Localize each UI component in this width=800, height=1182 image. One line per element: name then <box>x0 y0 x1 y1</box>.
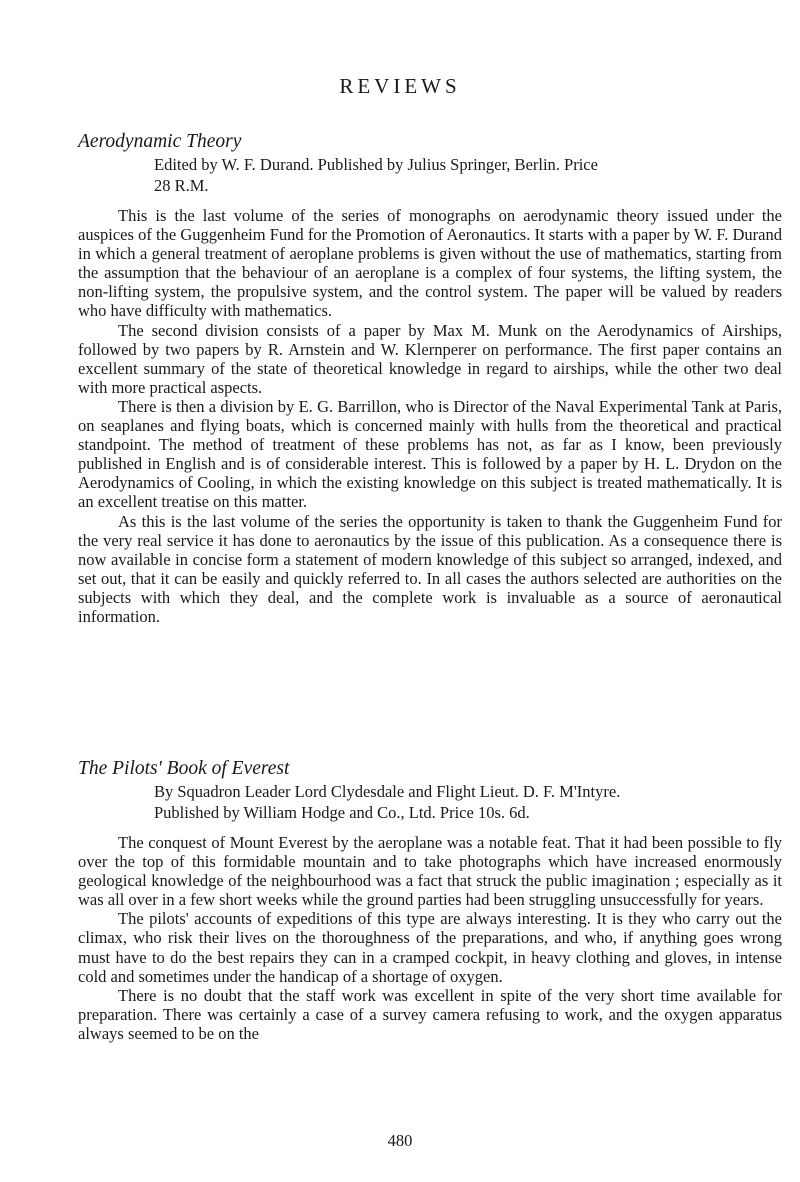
paragraph: As this is the last volume of the series the opportunity is taken to thank the Guggenheim Fund for the very real service it has done to aeronautics by the issue of this publication. As a consequence there is now available in concise form a statement of modern knowledge of this subject so arranged, indexed, and set out, that it can be easily and quickly referred to. In all cases the authors selected are authorities on the subjects with which they deal, and the complete work is invaluable as a source of aeronautical information. <box>78 511 782 626</box>
review-pilots-book-of-everest <box>78 757 782 1043</box>
paragraph: The second division consists of a paper by Max M. Munk on the Aerodynamics of Airships, followed by two papers by R. Arnstein and W. Klernperer on performance. The first paper contains an excellent summary of the state of theoretical knowledge in regard to airships, while the other two deal with more practical aspects. <box>78 320 782 397</box>
review-byline <box>154 781 782 823</box>
paragraph: This is the last volume of the series of monographs on aerodynamic theory issued under the auspices of the Guggenheim Fund for the Promotion of Aeronautics. It starts with a paper by W. F. Durand in which a general treatment of aeroplane problems is given without the use of mathematics, starting from the assumption that the behaviour of an aeroplane is a complex of four systems, the lifting system, the non-lifting system, the propulsive system, and the control system. The paper will be valued by readers who have difficulty with mathematics. <box>78 206 782 321</box>
review-aerodynamic-theory <box>78 130 782 626</box>
paragraph: The conquest of Mount Everest by the aeroplane was a notable feat. That it had been possible to fly over the top of this formidable mountain and to take photographs which have increased enormously geological knowledge of the neighbourhood was a fact that struck the public imagination ; especially as it was all over in a few short weeks while the ground parties had been struggling unsuccessfully for years. <box>78 833 782 910</box>
paragraph: There is no doubt that the staff work was excellent in spite of the very short time available for preparation. There was certainly a case of a survey camera refusing to work, and the oxygen apparatus always seemed to be on the <box>78 985 782 1043</box>
byline-line: Edited by W. F. Durand. Published by Julius Springer, Berlin. Price <box>154 155 598 174</box>
review-title: Aerodynamic Theory <box>78 131 242 152</box>
review-title: The Pilots' Book of Everest <box>78 758 290 779</box>
running-head: REVIEWS <box>339 74 461 98</box>
page-number: 480 <box>387 1131 413 1150</box>
review-byline <box>154 154 782 196</box>
paragraph: The pilots' accounts of expeditions of this type are always interesting. It is they who carry out the climax, who risk their lives on the thoroughness of the preparations, and who, if anything goes wrong must have to do the best repairs they can in a cramped cockpit, in heavy clothing and gloves, in intense cold and sometimes under the handicap of a shortage of oxygen. <box>78 909 782 986</box>
byline-line: By Squadron Leader Lord Clydesdale and Flight Lieut. D. F. M'Intyre. <box>154 782 621 801</box>
review-body <box>78 833 782 1043</box>
byline-line: Published by William Hodge and Co., Ltd. Price 10s. 6d. <box>154 803 530 822</box>
review-body <box>78 206 782 626</box>
paragraph: There is then a division by E. G. Barrillon, who is Director of the Naval Experimental Tank at Paris, on seaplanes and flying boats, which is concerned mainly with hulls from the theoretical and practical standpoint. The method of treatment of these problems has not, as far as I know, been previously published in English and is of considerable interest. This is followed by a paper by H. L. Drydon on the Aerodynamics of Cooling, in which the existing knowledge on this subject is treated mathematically. It is an excellent treatise on this matter. <box>78 396 782 512</box>
byline-line: 28 R.M. <box>154 176 209 195</box>
